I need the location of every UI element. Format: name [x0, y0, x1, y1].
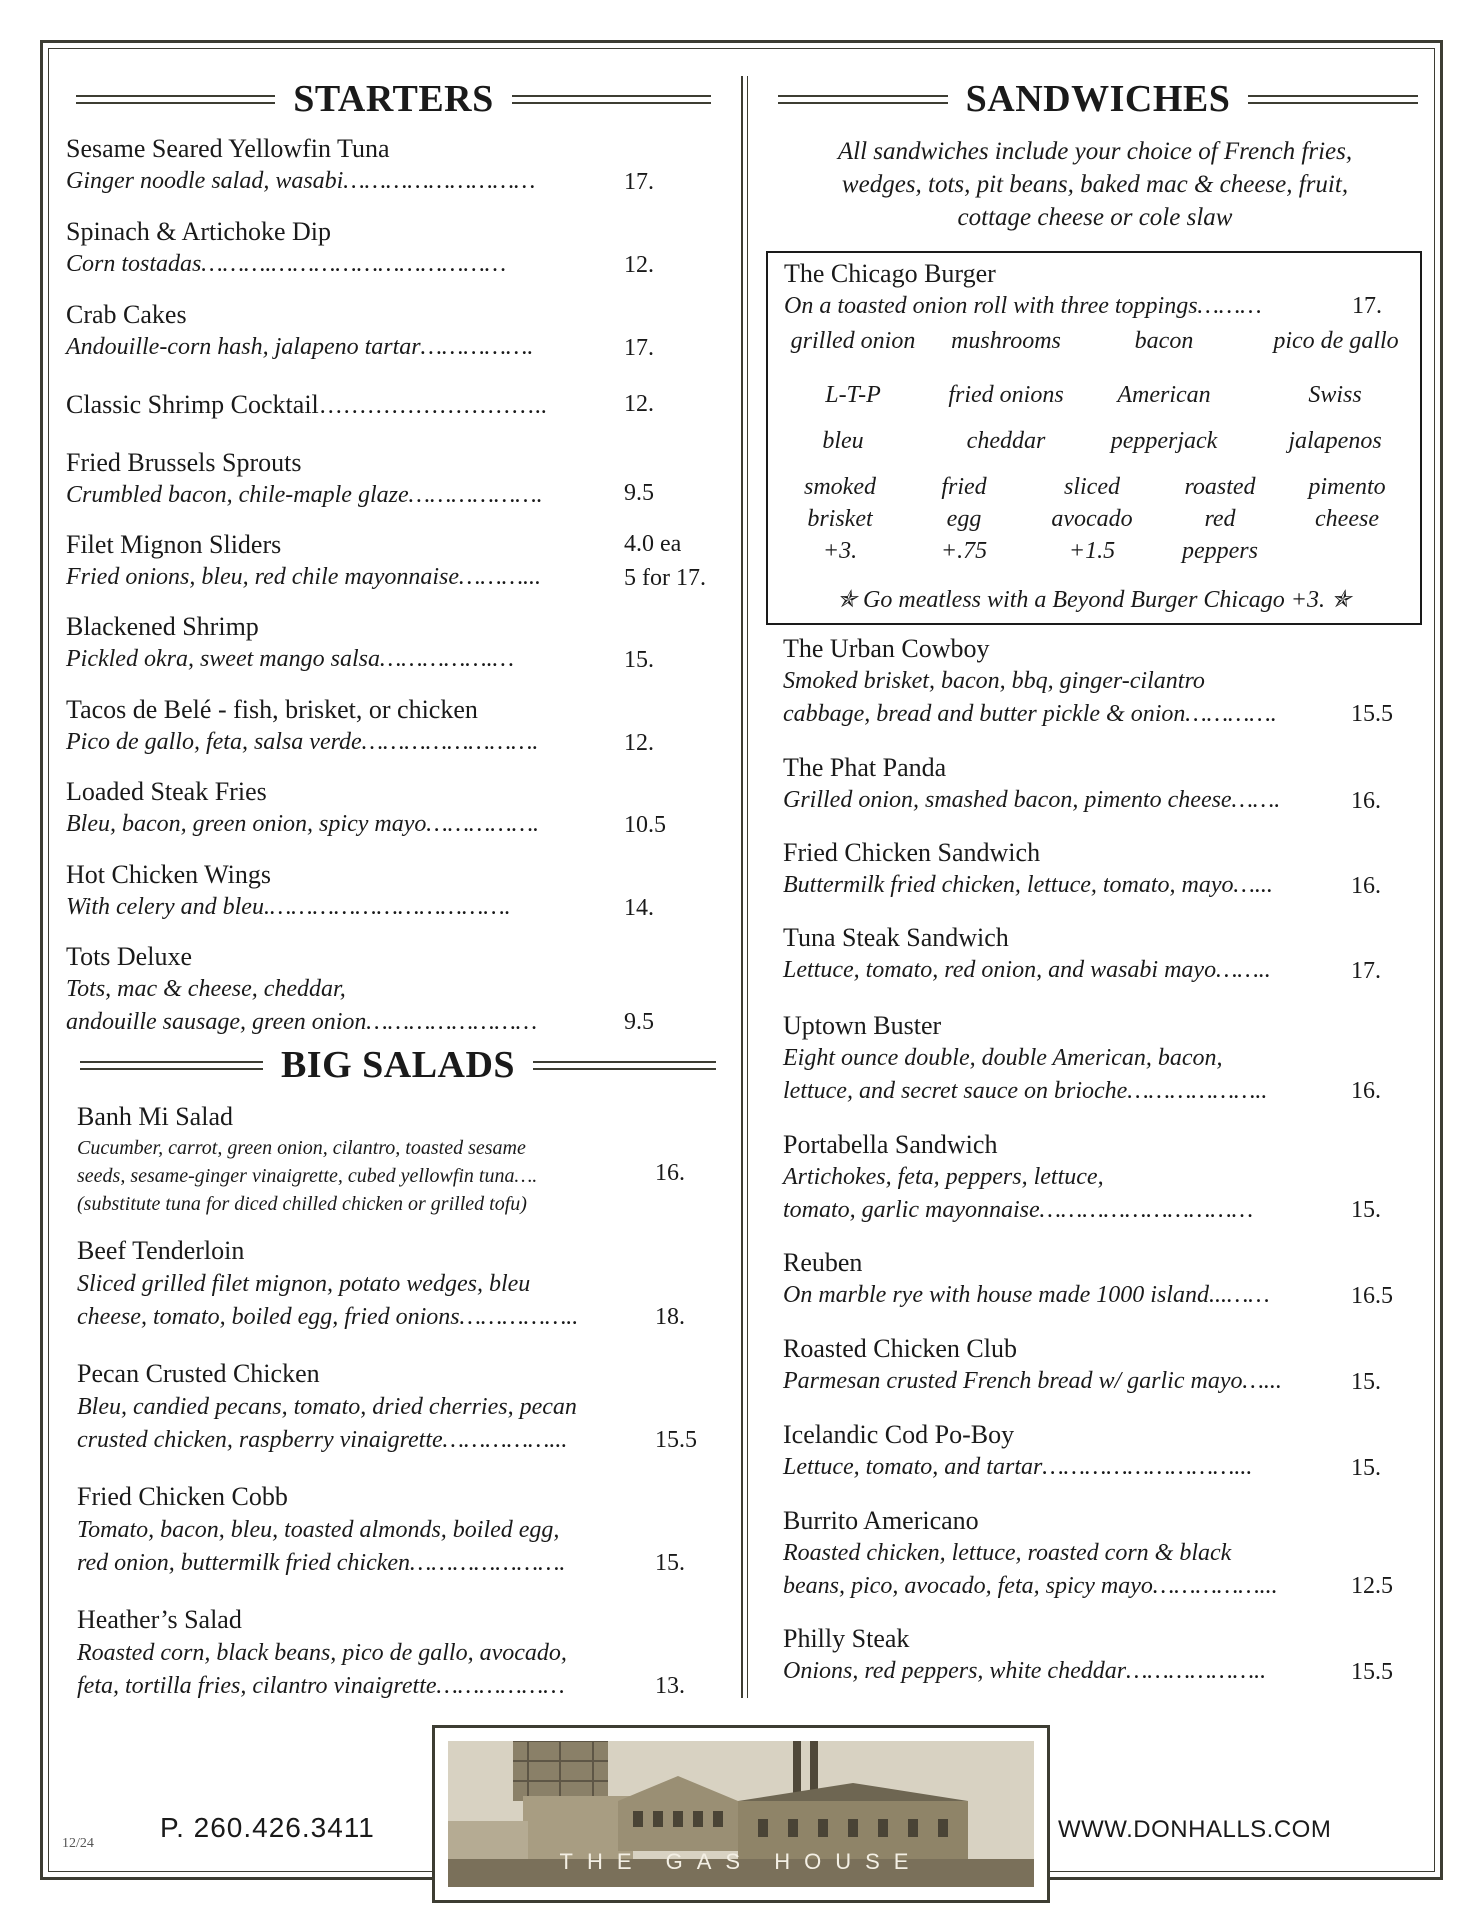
item-price: 12.	[624, 252, 654, 278]
topping: mushrooms	[951, 328, 1061, 354]
topping: L-T-P	[825, 382, 881, 408]
starter-item	[66, 446, 726, 512]
starter-item	[66, 298, 726, 364]
heading-rule-left	[80, 1061, 263, 1070]
premium-topping	[899, 471, 1029, 567]
topping: grilled onion	[790, 328, 916, 354]
item-description-line: Smoked brisket, bacon, bbq, ginger-cilantro	[783, 668, 1205, 694]
premium-line: +1.5	[1068, 538, 1116, 564]
topping: bleu	[822, 428, 864, 454]
item-name-text: Classic Shrimp Cocktail	[66, 390, 319, 419]
salad-item	[77, 1357, 727, 1457]
item-name: Fried Chicken Cobb	[77, 1482, 288, 1511]
item-name: Sesame Seared Yellowfin Tuna	[66, 134, 390, 163]
starters-title: STARTERS	[293, 78, 494, 120]
item-price: 5 for 17.	[624, 565, 706, 591]
item-description: lettuce, and secret sauce on brioche………………..	[783, 1078, 1268, 1104]
starter-item	[66, 858, 726, 924]
salads-heading	[80, 1042, 716, 1088]
item-description: Bleu, bacon, green onion, spicy mayo…………….	[66, 811, 540, 837]
item-description: Buttermilk fried chicken, lettuce, tomato, mayo…...	[783, 872, 1273, 898]
item-description-line: seeds, sesame-ginger vinaigrette, cubed yellowfin tuna….	[77, 1165, 538, 1187]
sandwich-item	[783, 1622, 1423, 1688]
item-price: 16.5	[1351, 1283, 1393, 1309]
intro-line: wedges, tots, pit beans, baked mac & cheese, fruit,	[841, 171, 1349, 198]
premium-line: smoked	[804, 474, 876, 500]
sandwich-item	[783, 836, 1423, 902]
sandwich-item	[783, 1128, 1423, 1227]
starter-item	[66, 940, 726, 1039]
premium-line: pimento	[1308, 474, 1386, 500]
topping: cheddar	[966, 428, 1046, 454]
item-description: Pickled okra, sweet mango salsa…………….…	[66, 646, 514, 672]
premium-line: +3.	[822, 538, 858, 564]
burger-description: On a toasted onion roll with three toppings………	[784, 293, 1262, 319]
intro-line: cottage cheese or cole slaw	[957, 204, 1233, 231]
item-description: cabbage, bread and butter pickle & onion………….	[783, 701, 1277, 727]
topping: fried onions	[948, 382, 1064, 408]
item-name: Fried Chicken Sandwich	[783, 838, 1041, 867]
sandwich-item	[783, 1009, 1423, 1108]
item-description: With celery and bleu.…………………………….	[66, 894, 511, 920]
item-price: 16.	[1351, 1078, 1381, 1104]
burger-name: The Chicago Burger	[784, 259, 996, 288]
starter-item	[66, 215, 726, 281]
item-leader: ………………………..	[318, 393, 547, 419]
item-name: The Phat Panda	[783, 753, 947, 782]
item-price: 16.	[1351, 873, 1381, 899]
item-price-each: 4.0 ea	[624, 531, 682, 557]
item-name: Tacos de Belé - fish, brisket, or chicken	[66, 695, 478, 724]
starter-item	[66, 693, 726, 759]
sandwich-item	[783, 632, 1423, 731]
item-description-line: Roasted chicken, lettuce, roasted corn & black	[783, 1540, 1232, 1566]
salad-item	[77, 1480, 727, 1580]
premium-topping	[1282, 471, 1412, 535]
item-name: Spinach & Artichoke Dip	[66, 217, 332, 246]
item-price: 16.	[655, 1160, 685, 1186]
photo-caption: THE GAS HOUSE	[559, 1849, 923, 1874]
item-name: Beef Tenderloin	[77, 1236, 245, 1265]
item-price: 16.	[1351, 788, 1381, 814]
salad-item	[77, 1603, 727, 1703]
item-name: Pecan Crusted Chicken	[77, 1359, 320, 1388]
item-price: 15.	[655, 1550, 685, 1576]
gas-house-photo	[432, 1725, 1050, 1903]
premium-line: red	[1204, 506, 1236, 532]
premium-line: fried	[941, 474, 987, 500]
item-price: 9.5	[624, 1009, 654, 1035]
topping: bacon	[1134, 328, 1194, 354]
item-price: 15.5	[1351, 701, 1393, 727]
premium-line: peppers	[1182, 538, 1258, 564]
item-description: Grilled onion, smashed bacon, pimento cheese…….	[783, 787, 1281, 813]
item-name: Hot Chicken Wings	[66, 860, 272, 889]
starter-item	[66, 610, 726, 676]
item-name: Tots Deluxe	[66, 942, 192, 971]
item-description-line: Tots, mac & cheese, cheddar,	[66, 976, 346, 1002]
item-description-line: Eight ounce double, double American, bacon,	[783, 1045, 1223, 1071]
item-price: 17.	[624, 169, 654, 195]
item-name: Heather’s Salad	[77, 1605, 242, 1634]
item-description: Ginger noodle salad, wasabi………………………	[66, 168, 536, 194]
starters-heading	[76, 76, 711, 122]
item-name: Crab Cakes	[66, 300, 187, 329]
premium-topping	[1155, 471, 1285, 567]
item-description-line: red onion, buttermilk fried chicken………………….	[77, 1550, 566, 1576]
item-name: Filet Mignon Sliders	[66, 530, 282, 559]
item-name: Icelandic Cod Po-Boy	[783, 1420, 1015, 1449]
burger-price: 17.	[1352, 293, 1382, 319]
item-description: Pico de gallo, feta, salsa verde…………………….	[66, 729, 539, 755]
heading-rule-right	[533, 1061, 716, 1070]
premium-line: brisket	[807, 506, 873, 532]
premium-line: roasted	[1184, 474, 1256, 500]
item-price: 17.	[1351, 958, 1381, 984]
item-price: 14.	[624, 895, 654, 921]
item-description-line: Tomato, bacon, bleu, toasted almonds, boiled egg,	[77, 1517, 560, 1543]
sandwiches-title: SANDWICHES	[965, 78, 1231, 120]
item-name: The Urban Cowboy	[783, 634, 990, 663]
item-price: 9.5	[624, 480, 654, 506]
premium-line: +.75	[940, 538, 988, 564]
item-description-line: Sliced grilled filet mignon, potato wedges, bleu	[77, 1271, 531, 1297]
item-price: 18.	[655, 1304, 685, 1330]
item-price: 12.5	[1351, 1573, 1393, 1599]
item-description-line: Bleu, candied pecans, tomato, dried cherries, pecan	[77, 1394, 577, 1420]
item-name: Banh Mi Salad	[77, 1102, 233, 1131]
item-description-line: Roasted corn, black beans, pico de gallo, avocado,	[77, 1640, 567, 1666]
item-price: 15.5	[1351, 1659, 1393, 1685]
salad-item	[77, 1100, 727, 1218]
item-description-line: (substitute tuna for diced chilled chicken or grilled tofu)	[77, 1193, 527, 1215]
topping: pepperjack	[1110, 428, 1218, 454]
item-price: 10.5	[624, 812, 666, 838]
column-divider	[741, 76, 743, 1698]
item-description: On marble rye with house made 1000 island...……	[783, 1282, 1270, 1308]
premium-line: cheese	[1315, 506, 1379, 532]
salads-title: BIG SALADS	[280, 1044, 516, 1086]
item-description-line: Artichokes, feta, peppers, lettuce,	[783, 1164, 1104, 1190]
sandwiches-intro	[770, 135, 1420, 234]
item-description: Onions, red peppers, white cheddar………………..	[783, 1658, 1267, 1684]
sandwich-item	[783, 1418, 1423, 1484]
item-price: 17.	[624, 335, 654, 361]
item-name: Burrito Americano	[783, 1506, 979, 1535]
item-name: Reuben	[783, 1248, 863, 1277]
sandwiches-heading	[778, 76, 1418, 122]
item-name: Fried Brussels Sprouts	[66, 448, 302, 477]
item-description: beans, pico, avocado, feta, spicy mayo……………...	[783, 1573, 1278, 1599]
topping: American	[1117, 382, 1211, 408]
item-name: Uptown Buster	[783, 1011, 942, 1040]
topping: pico de gallo	[1273, 328, 1399, 354]
item-price: 13.	[655, 1673, 685, 1699]
item-description: Fried onions, bleu, red chile mayonnaise………...	[66, 564, 542, 590]
item-name: Roasted Chicken Club	[783, 1334, 1017, 1363]
item-description: Crumbled bacon, chile-maple glaze……………….	[66, 482, 543, 508]
premium-line: egg	[946, 506, 982, 532]
starter-item	[66, 528, 726, 594]
sandwich-item	[783, 921, 1423, 987]
item-price: 15.5	[655, 1427, 697, 1453]
heading-rule-left	[76, 95, 275, 104]
item-price: 15.	[1351, 1197, 1381, 1223]
sandwich-item	[783, 751, 1423, 817]
heading-rule-right	[512, 95, 711, 104]
heading-rule-right	[1248, 95, 1418, 104]
salad-item	[77, 1234, 727, 1334]
starter-item	[66, 132, 726, 198]
heading-rule-left	[778, 95, 948, 104]
item-price: 15.	[624, 647, 654, 673]
premium-line: sliced	[1064, 474, 1120, 500]
item-price: 15.	[1351, 1369, 1381, 1395]
item-description: tomato, garlic mayonnaise…………………………	[783, 1197, 1254, 1223]
item-name: Blackened Shrimp	[66, 612, 259, 641]
topping: jalapenos	[1288, 428, 1382, 454]
item-description: Lettuce, tomato, red onion, and wasabi mayo……..	[783, 957, 1271, 983]
meatless-note: ✯ Go meatless with a Beyond Burger Chicago +3. ✯	[836, 587, 1352, 613]
intro-line: All sandwiches include your choice of French fries,	[837, 138, 1353, 165]
item-name: Portabella Sandwich	[783, 1130, 998, 1159]
website: WWW.DONHALLS.COM	[1058, 1816, 1332, 1843]
item-name: Philly Steak	[783, 1624, 910, 1653]
sandwich-item	[783, 1332, 1423, 1398]
item-description: Lettuce, tomato, and tartar………………………...	[783, 1454, 1253, 1480]
item-description: andouille sausage, green onion……………………	[66, 1009, 538, 1035]
item-description-line: cheese, tomato, boiled egg, fried onions……………..	[77, 1304, 579, 1330]
item-description: Andouille-corn hash, jalapeno tartar…………….	[66, 334, 534, 360]
item-description: Corn tostadas……….……………………………	[66, 251, 507, 277]
premium-topping	[1027, 471, 1157, 567]
item-price: 12.	[624, 730, 654, 756]
topping: Swiss	[1308, 382, 1362, 408]
print-date: 12/24	[62, 1836, 94, 1851]
premium-topping	[775, 471, 905, 567]
item-description-line: crusted chicken, raspberry vinaigrette……………...	[77, 1427, 568, 1453]
item-description: Parmesan crusted French bread w/ garlic mayo…...	[783, 1368, 1282, 1394]
chicago-burger-box	[766, 251, 1422, 625]
column-divider-thin	[747, 76, 748, 1698]
item-description-line: feta, tortilla fries, cilantro vinaigrette………………	[77, 1673, 565, 1699]
sandwich-item	[783, 1504, 1423, 1603]
premium-line: avocado	[1051, 506, 1133, 532]
item-name: Tuna Steak Sandwich	[783, 923, 1009, 952]
photo-image	[448, 1741, 1034, 1887]
starter-item	[66, 388, 726, 423]
sandwich-item	[783, 1246, 1423, 1312]
item-price: 12.	[624, 391, 654, 417]
item-price: 15.	[1351, 1455, 1381, 1481]
item-name: Loaded Steak Fries	[66, 777, 267, 806]
item-description-line: Cucumber, carrot, green onion, cilantro, toasted sesame	[77, 1137, 526, 1159]
phone-number: P. 260.426.3411	[160, 1812, 375, 1843]
starter-item	[66, 775, 726, 841]
